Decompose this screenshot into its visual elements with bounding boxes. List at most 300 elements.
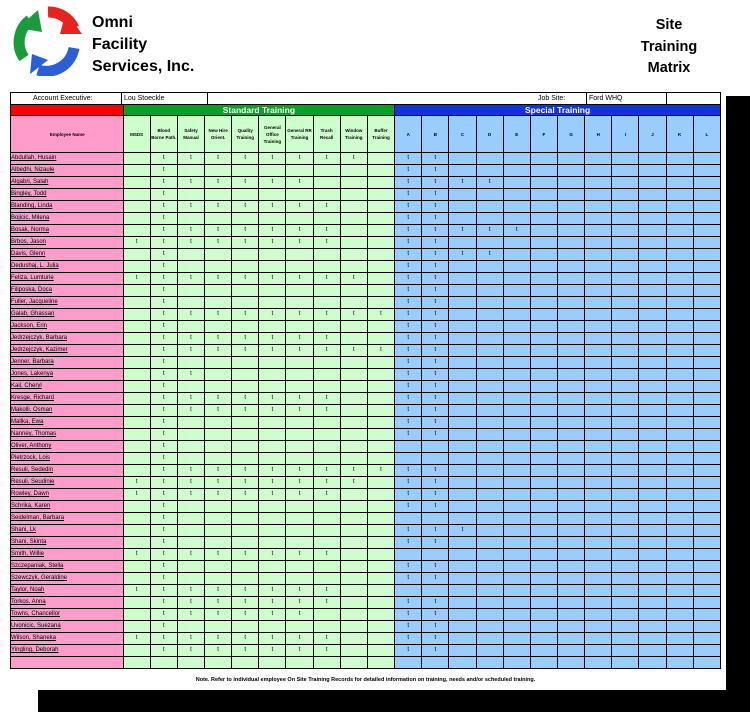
special-training-cell xyxy=(476,561,503,573)
special-training-cell xyxy=(639,297,666,309)
special-training-cell xyxy=(612,225,639,237)
special-training-cell xyxy=(422,513,449,525)
special-training-cell xyxy=(612,657,639,669)
special-col-header: H xyxy=(585,116,612,153)
special-training-cell xyxy=(476,453,503,465)
special-training-cell: t xyxy=(395,225,422,237)
special-training-cell: t xyxy=(422,249,449,261)
special-training-cell xyxy=(639,213,666,225)
employee-name-cell: Davis, Glenn xyxy=(11,249,124,261)
special-training-cell xyxy=(612,321,639,333)
standard-training-cell xyxy=(177,429,204,441)
company-line-3: Services, Inc. xyxy=(92,58,195,75)
recycle-arrows-logo-icon xyxy=(8,4,88,76)
special-training-cell xyxy=(530,513,557,525)
standard-training-cell: t xyxy=(205,225,232,237)
special-training-cell xyxy=(503,489,530,501)
table-row xyxy=(11,333,721,345)
special-training-cell xyxy=(585,549,612,561)
standard-training-cell xyxy=(232,165,259,177)
special-training-cell xyxy=(503,549,530,561)
special-training-cell xyxy=(585,165,612,177)
special-training-cell xyxy=(693,417,720,429)
standard-training-cell xyxy=(123,177,150,189)
standard-training-cell: t xyxy=(286,345,313,357)
special-training-cell xyxy=(639,537,666,549)
special-training-cell xyxy=(503,405,530,417)
special-training-cell xyxy=(476,465,503,477)
standard-training-cell: t xyxy=(177,309,204,321)
special-training-cell xyxy=(476,273,503,285)
standard-training-cell: t xyxy=(150,465,177,477)
special-training-cell xyxy=(666,177,693,189)
standard-training-cell: t xyxy=(313,477,340,489)
standard-training-cell xyxy=(286,249,313,261)
standard-training-cell xyxy=(177,573,204,585)
standard-training-cell: t xyxy=(177,237,204,249)
special-training-cell xyxy=(449,621,476,633)
standard-training-cell: t xyxy=(313,633,340,645)
special-training-cell xyxy=(693,477,720,489)
special-training-cell xyxy=(449,585,476,597)
employee-name-cell: Shani, Lk xyxy=(11,525,124,537)
standard-training-cell: t xyxy=(286,201,313,213)
standard-training-cell: t xyxy=(232,345,259,357)
standard-training-cell xyxy=(123,285,150,297)
standard-training-cell: t xyxy=(259,333,286,345)
table-row xyxy=(11,489,721,501)
employee-name-cell: Brbos, Jason xyxy=(11,237,124,249)
special-training-cell: t xyxy=(449,225,476,237)
special-training-cell xyxy=(666,477,693,489)
special-training-cell xyxy=(612,405,639,417)
standard-training-cell: t xyxy=(286,465,313,477)
special-training-cell xyxy=(558,237,585,249)
special-training-cell xyxy=(449,513,476,525)
special-training-cell xyxy=(612,273,639,285)
standard-training-cell xyxy=(313,513,340,525)
standard-training-cell: t xyxy=(232,201,259,213)
special-training-cell xyxy=(449,381,476,393)
special-training-cell xyxy=(530,153,557,165)
standard-training-cell xyxy=(367,321,394,333)
special-training-cell xyxy=(639,549,666,561)
employee-name-cell: Resuli, Seudinie xyxy=(11,477,124,489)
standard-training-cell: t xyxy=(232,333,259,345)
standard-training-cell: t xyxy=(259,465,286,477)
standard-training-cell xyxy=(340,405,367,417)
standard-training-cell xyxy=(313,381,340,393)
special-training-cell xyxy=(639,369,666,381)
standard-training-cell xyxy=(340,585,367,597)
special-training-cell: t xyxy=(395,273,422,285)
standard-training-cell: t xyxy=(150,225,177,237)
employee-name-cell: Bosak, Norma xyxy=(11,225,124,237)
special-training-cell xyxy=(585,477,612,489)
title-line-2: Training xyxy=(640,38,698,55)
special-training-cell xyxy=(612,489,639,501)
special-training-cell xyxy=(585,357,612,369)
employee-name-cell: Filiposka, Doca xyxy=(11,285,124,297)
special-training-cell xyxy=(530,645,557,657)
standard-training-cell: t xyxy=(259,345,286,357)
standard-training-cell xyxy=(123,465,150,477)
standard-training-cell xyxy=(340,297,367,309)
standard-training-cell: t xyxy=(150,417,177,429)
special-training-cell xyxy=(666,621,693,633)
standard-training-cell xyxy=(367,417,394,429)
special-training-cell xyxy=(558,381,585,393)
special-training-cell: t xyxy=(395,537,422,549)
special-training-cell xyxy=(476,165,503,177)
standard-training-cell xyxy=(367,561,394,573)
table-row xyxy=(11,621,721,633)
special-training-cell: t xyxy=(395,573,422,585)
standard-training-cell: t xyxy=(259,393,286,405)
company-line-2: Facility xyxy=(92,36,148,53)
special-training-cell xyxy=(503,285,530,297)
special-training-cell xyxy=(476,609,503,621)
special-training-cell xyxy=(585,393,612,405)
special-training-cell xyxy=(530,609,557,621)
employee-name-cell: Jenner, Barbara xyxy=(11,357,124,369)
special-training-cell xyxy=(639,177,666,189)
special-training-cell xyxy=(503,429,530,441)
standard-training-cell: t xyxy=(313,405,340,417)
standard-training-cell: t xyxy=(150,441,177,453)
standard-training-cell: t xyxy=(205,597,232,609)
standard-training-cell xyxy=(367,489,394,501)
standard-training-cell: t xyxy=(259,237,286,249)
special-training-cell xyxy=(639,513,666,525)
standard-training-cell xyxy=(367,177,394,189)
standard-training-cell: t xyxy=(205,153,232,165)
standard-training-cell: t xyxy=(313,153,340,165)
special-training-cell xyxy=(666,297,693,309)
special-training-cell xyxy=(476,369,503,381)
standard-training-cell: t xyxy=(259,597,286,609)
employee-name-header: Employee Name xyxy=(11,116,124,153)
standard-training-cell: t xyxy=(150,405,177,417)
special-training-cell xyxy=(612,501,639,513)
standard-training-cell xyxy=(259,621,286,633)
special-training-cell: t xyxy=(395,345,422,357)
special-training-cell xyxy=(558,417,585,429)
standard-training-cell: t xyxy=(286,309,313,321)
standard-training-cell xyxy=(367,549,394,561)
standard-training-cell: t xyxy=(150,369,177,381)
standard-training-cell: t xyxy=(232,237,259,249)
table-row xyxy=(11,609,721,621)
standard-training-cell xyxy=(313,561,340,573)
special-training-cell: t xyxy=(422,165,449,177)
special-training-cell xyxy=(558,309,585,321)
standard-training-cell xyxy=(205,321,232,333)
employee-name-cell: Jedrzejczyk, Kazimer xyxy=(11,345,124,357)
special-training-cell xyxy=(612,297,639,309)
standard-training-cell xyxy=(123,297,150,309)
special-training-cell xyxy=(449,321,476,333)
standard-training-cell: t xyxy=(205,177,232,189)
standard-training-cell: t xyxy=(367,465,394,477)
standard-training-cell xyxy=(340,357,367,369)
special-training-cell xyxy=(558,597,585,609)
special-training-cell xyxy=(693,597,720,609)
standard-training-cell: t xyxy=(340,309,367,321)
standard-training-cell xyxy=(367,297,394,309)
employee-name-cell: Nanney, Thomas xyxy=(11,429,124,441)
standard-training-cell: t xyxy=(150,537,177,549)
special-training-cell xyxy=(612,441,639,453)
special-training-cell xyxy=(612,561,639,573)
special-training-cell xyxy=(530,489,557,501)
standard-training-cell xyxy=(177,297,204,309)
standard-training-cell xyxy=(123,333,150,345)
special-training-cell xyxy=(503,513,530,525)
standard-training-cell: t xyxy=(123,237,150,249)
special-training-cell: t xyxy=(422,573,449,585)
special-training-cell xyxy=(666,417,693,429)
special-training-cell xyxy=(503,393,530,405)
standard-training-cell xyxy=(177,501,204,513)
standard-training-cell: t xyxy=(286,585,313,597)
special-training-cell xyxy=(558,585,585,597)
special-training-cell xyxy=(612,465,639,477)
special-training-cell xyxy=(612,261,639,273)
standard-training-cell: t xyxy=(286,549,313,561)
special-training-cell xyxy=(558,489,585,501)
special-training-cell xyxy=(639,573,666,585)
employee-name-cell: Albedhi, Nizaule xyxy=(11,165,124,177)
special-training-cell xyxy=(449,573,476,585)
special-training-cell xyxy=(503,189,530,201)
standard-training-cell xyxy=(259,561,286,573)
standard-training-cell: t xyxy=(259,633,286,645)
special-training-cell xyxy=(503,441,530,453)
special-training-cell xyxy=(666,369,693,381)
special-training-cell xyxy=(449,369,476,381)
standard-training-cell xyxy=(177,417,204,429)
employee-name-cell: Makolli, Osman xyxy=(11,405,124,417)
special-training-cell xyxy=(666,609,693,621)
special-training-cell xyxy=(558,501,585,513)
standard-training-cell: t xyxy=(177,177,204,189)
special-training-cell xyxy=(476,405,503,417)
special-training-cell xyxy=(666,453,693,465)
special-training-cell xyxy=(585,633,612,645)
standard-training-cell xyxy=(340,393,367,405)
special-training-cell xyxy=(666,633,693,645)
table-row xyxy=(11,369,721,381)
employee-name-cell: Galab, Ghassan xyxy=(11,309,124,321)
special-training-cell xyxy=(503,321,530,333)
special-training-cell xyxy=(503,381,530,393)
standard-training-cell: t xyxy=(150,273,177,285)
special-training-cell xyxy=(639,489,666,501)
special-training-cell: t xyxy=(449,177,476,189)
standard-training-cell: t xyxy=(232,309,259,321)
standard-training-cell xyxy=(177,453,204,465)
special-training-cell xyxy=(666,249,693,261)
standard-training-cell: t xyxy=(259,549,286,561)
special-training-cell xyxy=(585,273,612,285)
standard-training-cell xyxy=(123,513,150,525)
standard-training-cell xyxy=(340,417,367,429)
special-training-cell xyxy=(585,237,612,249)
special-training-cell xyxy=(558,441,585,453)
standard-training-cell: t xyxy=(286,405,313,417)
standard-training-cell xyxy=(367,213,394,225)
special-training-cell xyxy=(639,657,666,669)
special-training-cell xyxy=(585,285,612,297)
special-training-cell xyxy=(422,441,449,453)
special-training-cell xyxy=(585,309,612,321)
standard-training-cell: t xyxy=(232,645,259,657)
standard-training-cell xyxy=(340,633,367,645)
special-training-cell xyxy=(585,621,612,633)
standard-training-cell xyxy=(259,573,286,585)
standard-training-cell xyxy=(313,573,340,585)
special-training-cell xyxy=(585,657,612,669)
special-training-cell: t xyxy=(395,333,422,345)
standard-training-cell xyxy=(340,429,367,441)
special-training-cell: t xyxy=(395,621,422,633)
special-training-cell xyxy=(639,189,666,201)
std-col-header: General RR Training xyxy=(286,116,313,153)
name-group-header xyxy=(11,105,124,116)
job-site-value: Ford WHQ xyxy=(589,95,623,102)
special-training-cell xyxy=(693,345,720,357)
special-training-cell: t xyxy=(422,489,449,501)
standard-training-cell xyxy=(313,177,340,189)
special-training-cell xyxy=(612,201,639,213)
standard-training-cell xyxy=(177,513,204,525)
table-row xyxy=(11,525,721,537)
special-training-cell: t xyxy=(422,429,449,441)
standard-training-cell: t xyxy=(232,549,259,561)
standard-training-cell xyxy=(232,429,259,441)
standard-training-cell xyxy=(123,561,150,573)
table-row xyxy=(11,309,721,321)
special-training-cell xyxy=(503,297,530,309)
standard-training-cell xyxy=(177,249,204,261)
table-row xyxy=(11,405,721,417)
special-training-cell xyxy=(449,441,476,453)
standard-training-cell xyxy=(340,321,367,333)
special-training-cell xyxy=(476,645,503,657)
standard-training-cell: t xyxy=(313,489,340,501)
special-training-cell xyxy=(585,537,612,549)
special-training-cell xyxy=(666,537,693,549)
special-training-cell xyxy=(639,645,666,657)
special-training-cell xyxy=(693,285,720,297)
special-training-cell xyxy=(585,369,612,381)
employee-name-cell: Resuli, Sededin xyxy=(11,465,124,477)
special-training-cell: t xyxy=(395,213,422,225)
standard-training-cell xyxy=(177,213,204,225)
special-training-cell xyxy=(693,177,720,189)
special-training-cell: t xyxy=(422,501,449,513)
special-training-cell xyxy=(558,405,585,417)
account-executive-value: Lou Stoeckle xyxy=(124,95,165,102)
table-row xyxy=(11,501,721,513)
special-training-cell xyxy=(530,465,557,477)
standard-training-cell: t xyxy=(367,345,394,357)
special-training-cell xyxy=(612,393,639,405)
standard-training-cell xyxy=(286,381,313,393)
special-training-cell xyxy=(585,453,612,465)
special-training-cell xyxy=(693,573,720,585)
special-training-cell xyxy=(639,333,666,345)
employee-name-cell: Mallka, Ewa xyxy=(11,417,124,429)
standard-training-cell: t xyxy=(150,297,177,309)
standard-training-cell: t xyxy=(232,273,259,285)
standard-training-cell xyxy=(232,621,259,633)
employee-name-cell: Oliver, Anthony xyxy=(11,441,124,453)
special-training-cell xyxy=(693,309,720,321)
special-training-cell xyxy=(503,633,530,645)
standard-training-cell: t xyxy=(123,477,150,489)
special-training-cell xyxy=(612,609,639,621)
special-training-cell xyxy=(612,369,639,381)
standard-training-cell: t xyxy=(205,585,232,597)
special-training-cell xyxy=(558,273,585,285)
special-training-cell xyxy=(449,537,476,549)
standard-training-cell xyxy=(340,561,367,573)
standard-training-cell xyxy=(259,249,286,261)
standard-training-cell xyxy=(286,525,313,537)
standard-training-cell xyxy=(123,357,150,369)
standard-training-cell: t xyxy=(259,309,286,321)
special-training-cell xyxy=(639,201,666,213)
standard-training-cell xyxy=(340,369,367,381)
standard-training-cell: t xyxy=(150,261,177,273)
standard-training-cell xyxy=(205,261,232,273)
employee-name-cell: Yingling, Deborah xyxy=(11,645,124,657)
special-training-cell xyxy=(530,165,557,177)
special-training-cell xyxy=(449,357,476,369)
table-row xyxy=(11,321,721,333)
standard-training-cell: t xyxy=(150,381,177,393)
special-training-cell xyxy=(476,321,503,333)
standard-training-cell xyxy=(313,189,340,201)
special-training-cell xyxy=(639,621,666,633)
standard-training-cell: t xyxy=(205,609,232,621)
standard-training-cell: t xyxy=(205,273,232,285)
special-training-cell: t xyxy=(422,381,449,393)
special-training-cell xyxy=(503,369,530,381)
standard-training-cell xyxy=(177,357,204,369)
table-row xyxy=(11,657,721,669)
special-training-cell xyxy=(449,645,476,657)
standard-training-cell xyxy=(123,381,150,393)
standard-training-cell xyxy=(259,165,286,177)
standard-training-cell xyxy=(259,381,286,393)
special-training-cell xyxy=(449,237,476,249)
special-training-cell xyxy=(639,345,666,357)
standard-training-cell xyxy=(340,381,367,393)
standard-training-cell: t xyxy=(123,585,150,597)
standard-training-cell: t xyxy=(150,633,177,645)
special-training-cell xyxy=(666,465,693,477)
special-training-cell xyxy=(666,501,693,513)
special-training-cell xyxy=(503,501,530,513)
special-training-cell xyxy=(639,165,666,177)
special-training-cell xyxy=(612,621,639,633)
employee-name-cell: Uvonicic, Suezana xyxy=(11,621,124,633)
special-training-cell xyxy=(530,333,557,345)
standard-training-cell: t xyxy=(150,237,177,249)
